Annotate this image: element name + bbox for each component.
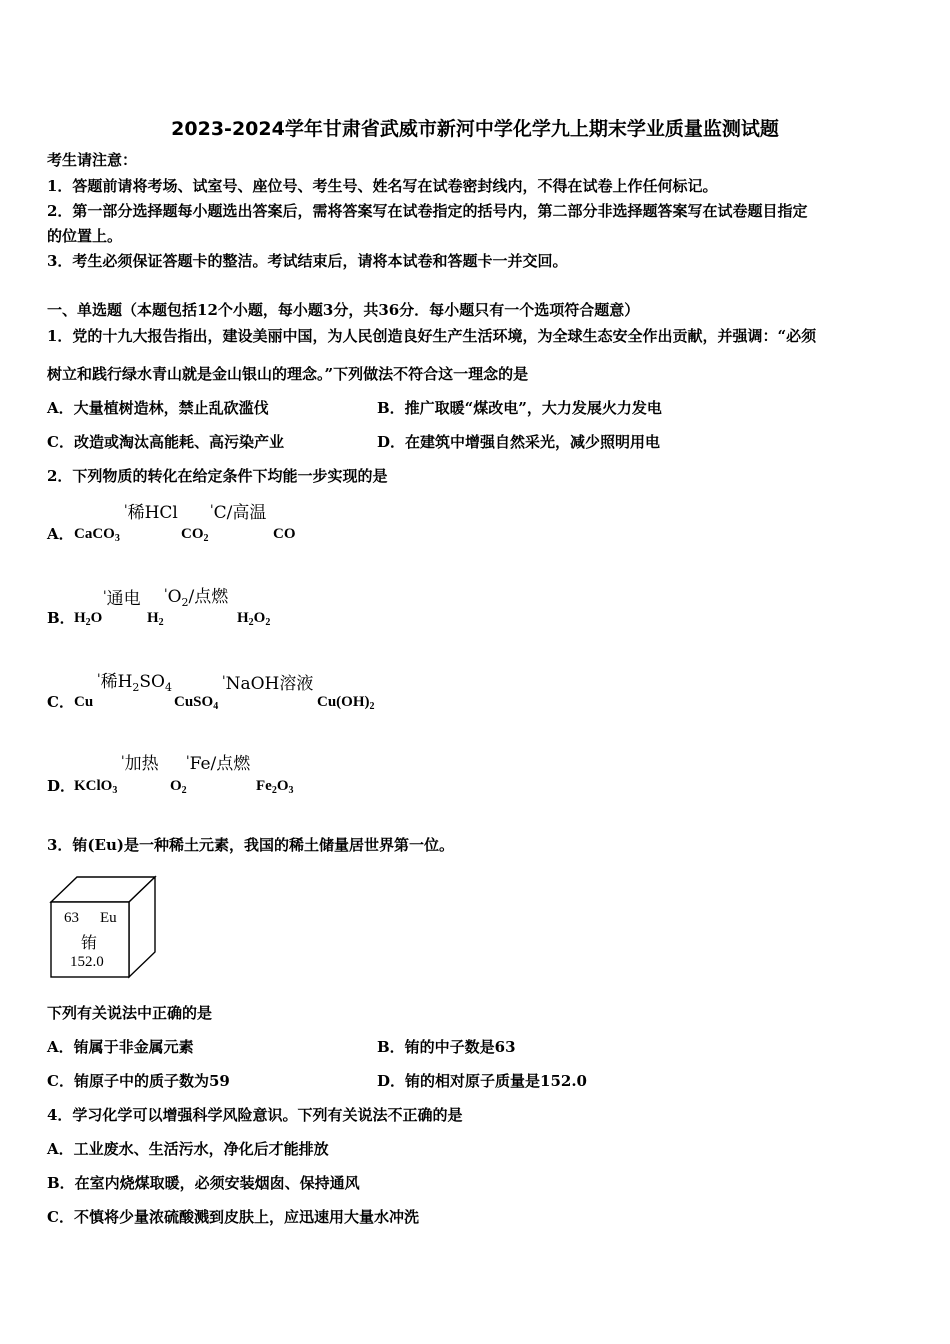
notice-item-2-line-1: 2．第一部分选择题每小题选出答案后，需将答案写在试卷指定的括号内，第二部分非选择题答案写在试卷题目指定	[47, 202, 808, 220]
q2-option-a-label: A．	[47, 525, 74, 543]
q1-stem-line-2: 树立和践行绿水青山就是金山银山的理念。”下列做法不符合这一理念的是	[47, 365, 529, 383]
element-atomic-number: 63	[64, 910, 79, 926]
q2-c-condition-2: 'NaOH溶液	[222, 674, 314, 694]
section-heading: 一、单选题（本题包括12个小题，每小题3分，共36分．每小题只有一个选项符合题意）	[47, 301, 640, 319]
q2-b-condition-1: '通电	[103, 589, 141, 609]
q2-c-substance-2: CuSO$_4$	[174, 694, 219, 712]
q1-option-c: C．改造或淘汰高能耗、高污染产业	[47, 433, 284, 451]
q2-a-substance-3: CO	[273, 526, 296, 542]
q2-c-substance-3: $Cu(OH)_2$	[317, 694, 375, 712]
q2-c-substance-1: Cu	[74, 694, 94, 710]
element-card	[48, 874, 160, 982]
q3-option-b: B．铕的中子数是63	[377, 1038, 516, 1056]
q3-prompt: 下列有关说法中正确的是	[47, 1004, 213, 1022]
q1-option-d: D．在建筑中增强自然采光，减少照明用电	[377, 433, 661, 451]
notice-item-2-line-2: 的位置上。	[47, 227, 123, 245]
element-atomic-mass: 152.0	[70, 954, 104, 970]
q2-b-substance-1: $H_2O$	[74, 610, 103, 628]
q2-stem: 2．下列物质的转化在给定条件下均能一步实现的是	[47, 467, 388, 485]
q2-b-condition-2: $'O_2/$点燃	[164, 587, 229, 609]
q2-option-b-label: B．	[47, 609, 75, 627]
notice-item-1: 1．答题前请将考场、试室号、座位号、考生号、姓名写在试卷密封线内，不得在试卷上作任何标记。	[47, 177, 718, 195]
q2-d-substance-1: KClO$_3$	[74, 778, 118, 796]
q2-option-c-label: C．	[47, 693, 74, 711]
q2-b-substance-2: $H_2$	[147, 610, 164, 628]
page-title: 2023-2024学年甘肃省武威市新河中学化学九上期末学业质量监测试题	[171, 118, 779, 140]
notice-item-3: 3．考生必须保证答题卡的整洁。考试结束后，请将本试卷和答题卡一并交回。	[47, 252, 568, 270]
element-symbol: Eu	[100, 910, 117, 926]
q2-c-condition-1: '稀$H_2SO_4$	[97, 672, 172, 694]
q2-b-substance-3: $H_2O_2$	[237, 610, 271, 628]
q2-d-condition-1: '加热	[121, 754, 159, 774]
q1-option-a: A．大量植树造林，禁止乱砍滥伐	[47, 399, 269, 417]
q4-option-a: A．工业废水、生活污水，净化后才能排放	[47, 1140, 329, 1158]
q2-a-substance-1: CaCO$_3$	[74, 526, 120, 544]
element-name: 铕	[81, 933, 98, 952]
q3-option-a: A．铕属于非金属元素	[47, 1038, 194, 1056]
q4-option-c: C．不慎将少量浓硫酸溅到皮肤上，应迅速用大量水冲洗	[47, 1208, 419, 1226]
q3-stem: 3．铕(Eu)是一种稀土元素，我国的稀土储量居世界第一位。	[47, 836, 454, 854]
q4-option-b: B．在室内烧煤取暖，必须安装烟囱、保持通风	[47, 1174, 360, 1192]
q2-a-condition-1: '稀HCl	[124, 503, 178, 523]
q1-option-b: B．推广取暖“煤改电”，大力发展火力发电	[377, 399, 662, 417]
q2-d-condition-2: 'Fe/点燃	[186, 754, 251, 774]
q3-option-c: C．铕原子中的质子数为59	[47, 1072, 230, 1090]
notice-heading: 考生请注意：	[47, 151, 138, 169]
q2-d-substance-2: $O_2$	[170, 778, 187, 796]
q2-a-condition-2: 'C/高温	[210, 503, 267, 523]
q3-option-d: D．铕的相对原子质量是152.0	[377, 1072, 587, 1090]
q2-a-substance-2: $CO_2$	[181, 526, 209, 544]
q2-option-d-label: D．	[47, 777, 76, 795]
q4-stem: 4．学习化学可以增强科学风险意识。下列有关说法不正确的是	[47, 1106, 463, 1124]
q1-stem-line-1: 1．党的十九大报告指出，建设美丽中国，为人民创造良好生产生活环境，为全球生态安全作出贡献，并强调：“必须	[47, 327, 817, 345]
q2-d-substance-3: $Fe_2O_3$	[256, 778, 294, 796]
